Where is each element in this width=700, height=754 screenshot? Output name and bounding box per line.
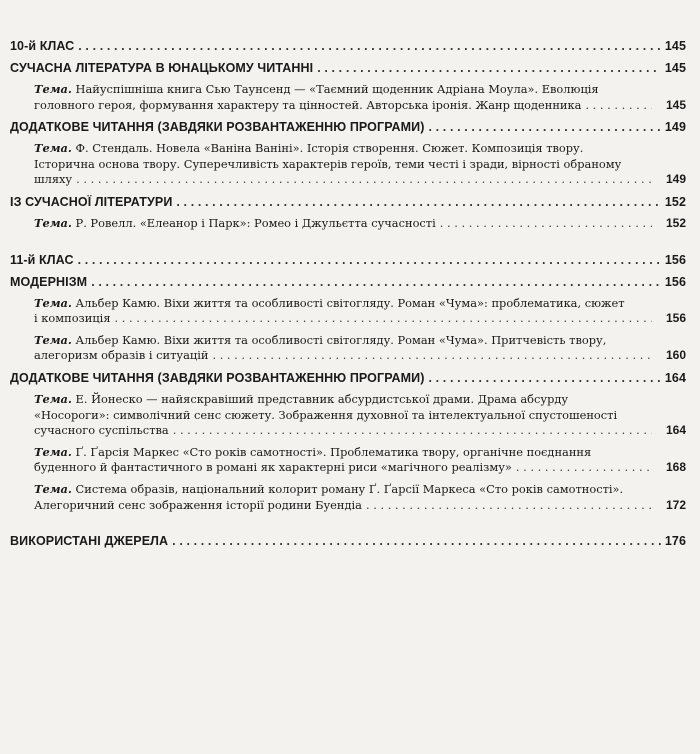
toc-entry-stendhal <box>10 141 686 188</box>
toc-section-additional-reading-1 <box>10 119 686 135</box>
entry-line: і композиція <box>34 311 111 326</box>
tema-label: Тема. <box>34 391 72 406</box>
entry-line: Альбер Камю. Віхи життя та особливості світогляду. Роман «Чума»: проблематика, сюжет <box>71 295 625 310</box>
section-label: ВИКОРИСТАНІ ДЖЕРЕЛА <box>10 534 169 549</box>
toc-entry-camus-1 <box>10 296 686 327</box>
page-number: 149 <box>664 120 686 135</box>
dot-leader <box>429 370 661 386</box>
page-number: 156 <box>665 311 686 326</box>
dot-leader <box>76 172 652 188</box>
toc-section-from-modern-literature <box>10 194 686 210</box>
dot-leader <box>115 311 652 327</box>
section-label: 10-й КЛАС <box>10 39 75 53</box>
page-number: 152 <box>664 194 686 209</box>
dot-leader <box>317 60 661 76</box>
dot-leader <box>429 119 661 135</box>
entry-line: «Носороги»: символічний сенс сюжету. Зображення духовної та інтелектуальної спустошеності <box>34 407 618 422</box>
dot-leader <box>366 498 652 514</box>
dot-leader <box>585 98 652 114</box>
entry-line: буденного й фантастичного в романі як характерні риси «магічного реалізму» <box>34 460 512 475</box>
entry-line: Найуспішніша книга Сью Таунсенд — «Таємний щоденник Адріана Моула». Еволюція <box>71 82 599 96</box>
toc-entry-marquez-2 <box>10 482 686 513</box>
toc-section-modernism <box>10 274 686 290</box>
dot-leader <box>172 533 661 549</box>
toc-section-modern-literature <box>10 60 686 76</box>
dot-leader <box>212 348 652 364</box>
page-number: 145 <box>665 97 686 112</box>
tema-label: Тема. <box>34 215 72 230</box>
page-number: 168 <box>665 460 686 475</box>
toc-entry-marquez-1 <box>10 445 686 476</box>
page-number: 176 <box>664 534 686 549</box>
dot-leader <box>173 423 652 439</box>
toc-entry-townsend <box>10 82 686 113</box>
entry-line: Історична основа твору. Суперечливість характерів героїв, теми честі і зради, вірності обраному <box>34 156 622 171</box>
page-number: 172 <box>665 497 686 512</box>
section-label: ІЗ СУЧАСНОЇ ЛІТЕРАТУРИ <box>10 194 173 209</box>
entry-line: Е. Йонеско — найяскравіший представник абсурдистської драми. Драма абсурду <box>71 391 569 406</box>
entry-line: Ґ. Ґарсія Маркес «Сто років самотності». Проблематика твору, органічне поєднання <box>71 444 592 459</box>
toc-entry-rowell <box>10 216 686 232</box>
entry-line: Система образів, національний колорит роману Ґ. Ґарсії Маркеса «Сто років самотності». <box>71 481 624 496</box>
page-number: 152 <box>665 215 686 230</box>
toc-section-grade-10 <box>10 38 686 54</box>
page-number: 145 <box>664 61 686 75</box>
section-label: 11-й КЛАС <box>10 252 74 267</box>
entry-line: сучасного суспільства <box>34 423 169 438</box>
tema-label: Тема. <box>34 82 72 96</box>
page-number: 149 <box>665 172 686 187</box>
page-number: 164 <box>665 423 686 438</box>
dot-leader <box>78 252 661 268</box>
entry-line: Альбер Камю. Віхи життя та особливості світогляду. Роман «Чума». Притчевість твору, <box>71 332 607 347</box>
toc-entry-camus-2 <box>10 333 686 364</box>
toc-section-sources <box>10 533 686 549</box>
page-number: 145 <box>664 39 686 53</box>
page-number: 156 <box>664 274 686 289</box>
page-number: 156 <box>664 252 686 267</box>
tema-label: Тема. <box>34 295 72 310</box>
dot-leader <box>516 460 652 476</box>
tema-label: Тема. <box>34 481 72 496</box>
dot-leader <box>440 216 652 232</box>
section-label: МОДЕРНІЗМ <box>10 274 88 289</box>
toc-section-grade-11 <box>10 252 686 268</box>
entry-line: головного героя, формування характеру та цінностей. Авторська іронія. Жанр щоденника <box>34 97 582 112</box>
dot-leader <box>91 274 661 290</box>
dot-leader <box>78 38 661 54</box>
dot-leader <box>176 194 660 210</box>
tema-label: Тема. <box>34 141 72 156</box>
section-label: ДОДАТКОВЕ ЧИТАННЯ (ЗАВДЯКИ РОЗВАНТАЖЕННЮ ПРОГРАМИ) <box>10 370 425 385</box>
page-number: 164 <box>664 370 686 385</box>
entry-line: шляху <box>34 172 73 187</box>
section-label: ДОДАТКОВЕ ЧИТАННЯ (ЗАВДЯКИ РОЗВАНТАЖЕННЮ ПРОГРАМИ) <box>10 120 425 135</box>
entry-line: Ф. Стендаль. Новела «Ваніна Ваніні». Історія створення. Сюжет. Композиція твору. <box>71 141 584 156</box>
section-label: СУЧАСНА ЛІТЕРАТУРА В ЮНАЦЬКОМУ ЧИТАННІ <box>10 61 314 75</box>
toc-entry-ionesco <box>10 392 686 439</box>
page-number: 160 <box>665 348 686 363</box>
tema-label: Тема. <box>34 444 72 459</box>
entry-line: алегоризм образів і ситуацій <box>34 348 209 363</box>
entry-line: Алегоричний сенс зображення історії родини Буендіа <box>34 497 362 512</box>
toc-section-additional-reading-2 <box>10 370 686 386</box>
tema-label: Тема. <box>34 332 72 347</box>
entry-line: Р. Ровелл. «Елеанор і Парк»: Ромео і Джульєтта сучасності <box>71 215 436 230</box>
